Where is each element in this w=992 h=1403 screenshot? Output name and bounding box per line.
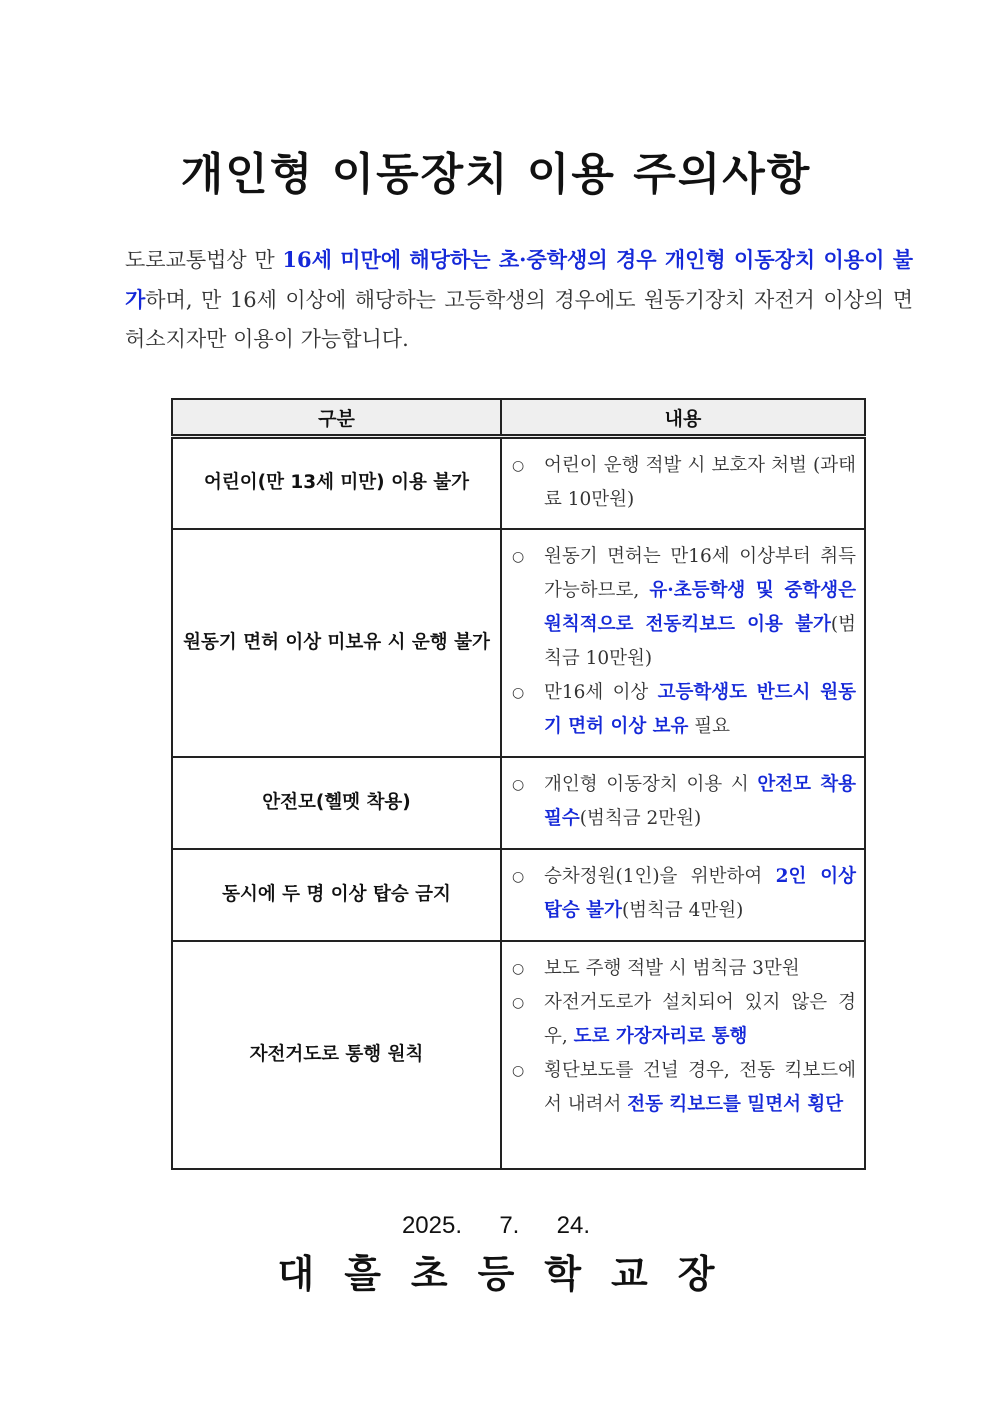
content-list xyxy=(512,449,856,517)
body-text: 만16세 이상 xyxy=(544,681,658,703)
content-list xyxy=(512,952,856,1122)
content-list xyxy=(512,540,856,744)
content-list xyxy=(512,860,856,928)
table-header-row xyxy=(172,399,865,437)
body-text: (범칙금 2만원) xyxy=(579,807,702,829)
row-content xyxy=(501,941,865,1169)
body-text: 승차정원(1인)을 위반하여 xyxy=(544,865,776,887)
row-category: 원동기 면허 이상 미보유 시 운행 불가 xyxy=(172,529,501,757)
body-text: 횡단보도를 건널 경우, 전동 킥보드에서 내려서 xyxy=(544,1059,856,1115)
row-category: 안전모(헬멧 착용) xyxy=(172,757,501,849)
body-text: 어린이 운행 적발 시 보호자 처벌 (과태료 10만원) xyxy=(544,455,856,510)
intro-text-2: 하며, 만 16세 이상에 해당하는 고등학생의 경우에도 원동기장치 자전거 이상의 면허소지자만 이용이 가능합니다. xyxy=(125,288,913,351)
list-item xyxy=(512,986,856,1054)
row-content xyxy=(501,757,865,849)
highlight-text: 도로 가장자리로 통행 xyxy=(573,1025,748,1047)
bullet-icon: ○ xyxy=(512,776,525,793)
bullet-icon: ○ xyxy=(512,458,525,474)
row-category: 자전거도로 통행 원칙 xyxy=(172,941,501,1169)
document-title: 개인형 이동장치 이용 주의사항 xyxy=(180,149,812,200)
highlight-text: 2인 이상 탑승 불가 xyxy=(544,865,856,921)
row-category: 어린이(만 13세 미만) 이용 불가 xyxy=(172,437,501,529)
signer-name: 대흘초등학교장 xyxy=(277,1252,745,1296)
list-item xyxy=(512,952,856,986)
body-text: (범칙금 4만원) xyxy=(621,899,744,921)
bullet-icon: ○ xyxy=(512,994,525,1011)
intro-highlight: 16세 미만에 해당하는 초·중학생의 경우 개인형 이동장치 이용이 불가 xyxy=(125,247,913,312)
table-row xyxy=(172,437,865,529)
list-item xyxy=(512,1054,856,1122)
table-row xyxy=(172,529,865,757)
row-category: 동시에 두 명 이상 탑승 금지 xyxy=(172,849,501,941)
header-category: 구분 xyxy=(172,399,501,437)
body-text: 자전거도로가 설치되어 있지 않은 경우, xyxy=(544,991,856,1047)
document-date: 2025. 7. 24. xyxy=(401,1212,591,1239)
highlight-text: 유·초등학생 및 중학생은 원칙적으로 전동킥보드 이용 불가 xyxy=(544,579,856,635)
highlight-text: 고등학생도 반드시 원동기 면허 이상 보유 xyxy=(544,681,856,737)
bullet-icon: ○ xyxy=(512,1062,525,1079)
header-content: 내용 xyxy=(501,399,865,437)
row-content xyxy=(501,437,865,529)
list-item xyxy=(512,449,856,517)
body-text: 보도 주행 적발 시 범칙금 3만원 xyxy=(544,957,800,979)
list-item xyxy=(512,540,856,676)
body-text: 원동기 면허는 만16세 이상부터 취득 가능하므로, xyxy=(544,545,856,601)
highlight-text: 안전모 착용 필수 xyxy=(544,773,857,829)
table-row xyxy=(172,757,865,849)
bullet-icon: ○ xyxy=(512,684,525,701)
list-item xyxy=(512,676,856,744)
list-item xyxy=(512,860,856,928)
bullet-icon: ○ xyxy=(512,960,525,977)
rules-table-body xyxy=(172,437,865,1169)
content-list xyxy=(512,768,856,836)
rules-table xyxy=(171,398,866,1170)
table-row xyxy=(172,941,865,1169)
bullet-icon: ○ xyxy=(512,548,525,565)
row-content xyxy=(501,849,865,941)
row-content xyxy=(501,529,865,757)
body-text: 개인형 이동장치 이용 시 xyxy=(544,773,758,795)
intro-text-1: 도로교통법상 만 xyxy=(125,248,283,272)
intro-paragraph xyxy=(125,240,913,359)
table-row xyxy=(172,849,865,941)
highlight-text: 전동 킥보드를 밀면서 횡단 xyxy=(627,1093,844,1115)
body-text: (범칙금 10만원) xyxy=(544,613,856,669)
list-item xyxy=(512,768,856,836)
body-text: 필요 xyxy=(688,715,731,737)
bullet-icon: ○ xyxy=(512,868,525,885)
